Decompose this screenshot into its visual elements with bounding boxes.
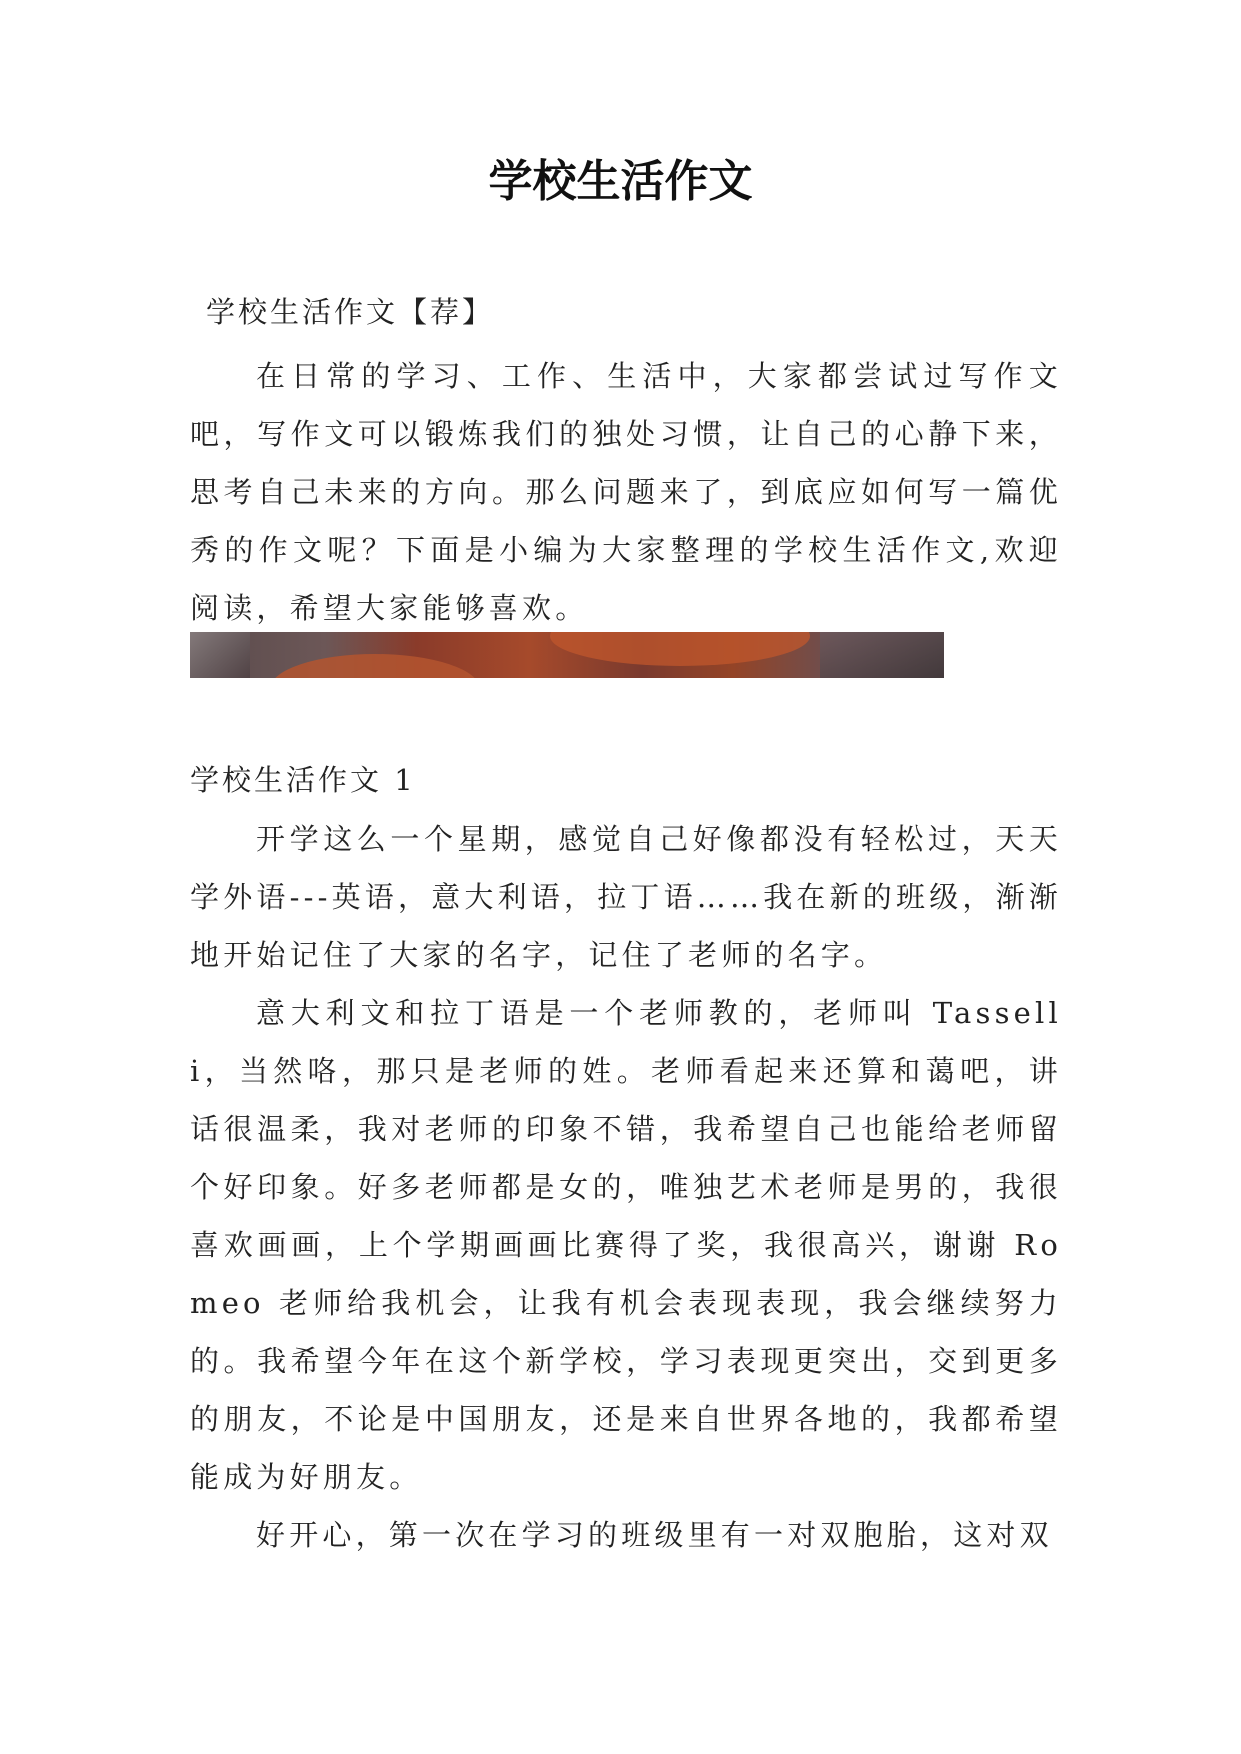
section-heading: 学校生活作文 1 xyxy=(190,763,416,797)
intro-paragraph: 在日常的学习、工作、生活中，大家都尝试过写作文吧，写作文可以锻炼我们的独处习惯，让自己的心静下来，思考自己未来的方向。那么问题来了，到底应如何写一篇优秀的作文呢？下面是小编为大家整理的学校生活作文,欢迎阅读，希望大家能够喜欢。 xyxy=(190,359,1062,625)
document-subtitle: 学校生活作文【荐】 xyxy=(206,295,495,329)
image-shade xyxy=(190,632,250,678)
essay-paragraph: 意大利文和拉丁语是一个老师教的，老师叫 Tasselli，当然咯，那只是老师的姓。老师看起来还算和蔼吧，讲话很温柔，我对老师的印象不错，我希望自己也能给老师留个好印象。好多老师都是女的，唯独艺术老师是男的，我很喜欢画画，上个学期画画比赛得了奖，我很高兴，谢谢 Romeo 老师给我机会，让我有机会表现表现，我会继续努力的。我希望今年在这个新学校，学习表现更突出，交到更多的朋友，不论是中国朋友，还是来自世界各地的，我都希望能成为好朋友。 xyxy=(190,996,1062,1494)
document-title: 学校生活作文 xyxy=(488,156,753,207)
essay-paragraph: 好开心，第一次在学习的班级里有一对双胞胎，这对双 xyxy=(256,1518,1053,1552)
intro-section xyxy=(190,347,1062,637)
essay-body xyxy=(190,810,1062,1564)
image-shape xyxy=(550,632,810,666)
essay-paragraph: 开学这么一个星期，感觉自己好像都没有轻松过，天天学外语---英语，意大利语，拉丁语……我在新的班级，渐渐地开始记住了大家的名字，记住了老师的名字。 xyxy=(190,822,1062,972)
image-shade xyxy=(820,632,944,678)
banner-image xyxy=(190,632,944,678)
image-shape xyxy=(270,654,480,678)
